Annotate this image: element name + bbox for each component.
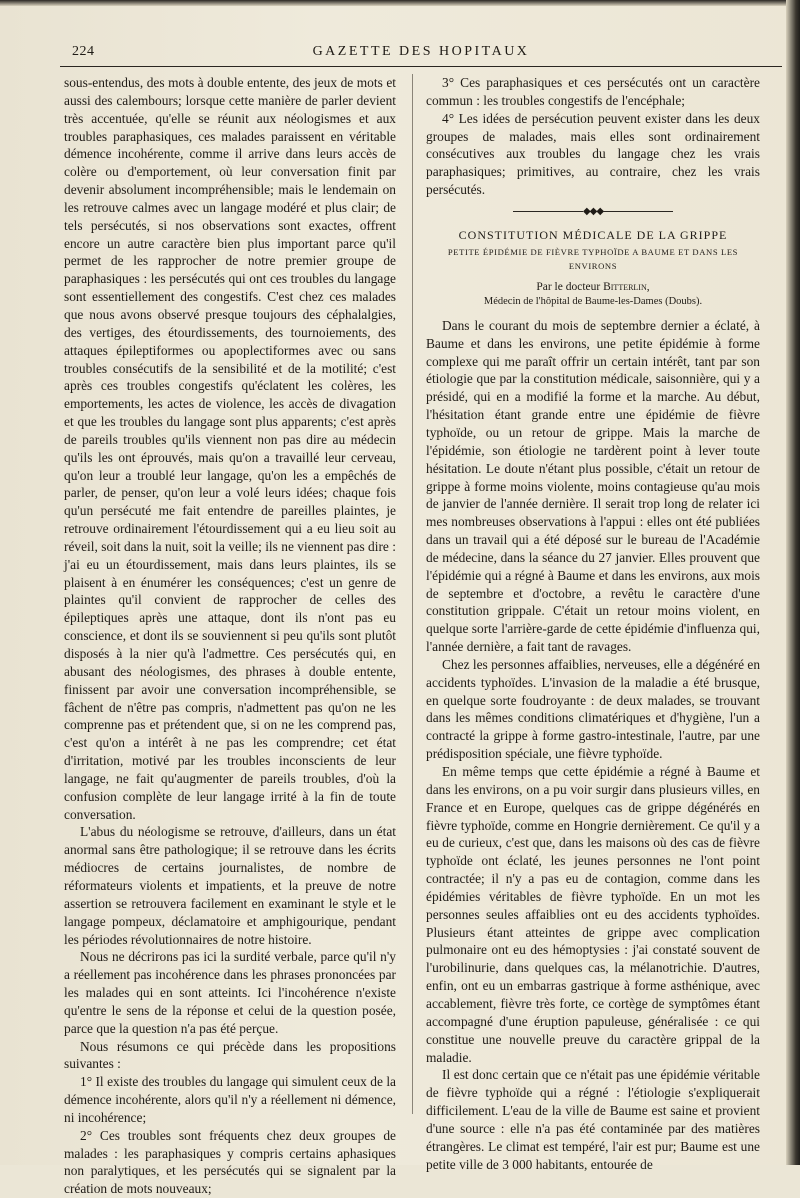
article-author: Bitterlin, [603,280,650,293]
header-rule [60,66,782,67]
byline-prefix: Par le docteur [536,280,604,293]
page-header [60,40,782,66]
article-paragraph-2: Chez les personnes affaiblies, nerveuses, elle a dégénéré en accidents typhoïdes. L'invasion de la maladie a été brusque, en quelque sorte foudroyante : de deux malades, se trouvant dans les mêmes conditions climatériques et d'hygiène, l'un a contracté la grippe à forme gastro-intestinale, l'autre, par une prédisposition spéciale, une fièvre typhoïde. [426,656,761,762]
article-paragraph-1: Dans le courant du mois de septembre dernier a éclaté, à Baume et dans les environs, une petite épidémie à forme complexe qui me paraît offrir un certain intérêt, tant par son étiologie que par la constitution médicale, saisonnière, qui y a présidé, qui en a modifié la forme et la marche. Au début, l'hésitation étant grande entre une épidémie de fièvre typhoïde, ou un retour de grippe. Mais la marche de l'épidémie, son étiologie ne tardèrent point à lever toute hésitation. Le doute n'étant plus possible, c'était un retour de grippe à forme moins violente, moins contagieuse qu'au mois de janvier de l'année dernière. Il serait trop long de relater ici mes nombreuses observations à l'appui : elles ont été publiées dans un travail qui a été déposé sur le bureau de l'Académie de médecine, dans la séance du 27 janvier. Elles prouvent que l'épidémie qui a régné à Baume et dans les environs, aux mois de septembre et d'octobre, a revêtu le caractère d'une constitution grippale. C'était un retour moins violent, en quelque sorte l'arrière-garde de cette épidémie d'influenza qui, l'année dernière, a fait tant de ravages. [426,317,760,655]
left-column [64,74,396,1198]
left-proposition-2: 2° Ces troubles sont fréquents chez deux groupes de malades : les paraphasiques y compris certains aphasiques non paralytiques, et les persécutés qui se signalent par la création de mots nouveaux; [64,1127,396,1197]
page-number: 224 [72,44,95,59]
right-column [426,74,760,1173]
left-paragraph-4: Nous résumons ce qui précède dans les propositions suivantes : [64,1038,396,1072]
article-byline [426,279,760,295]
journal-title: GAZETTE DES HOPITAUX [312,44,530,59]
page-binding-edge [786,0,800,1165]
left-paragraph-1: sous-entendus, des mots à double entente, des jeux de mots et aussi des calembours; lorsque cette manière de parler devient très accentuée, qu'elle se réunit aux néologismes et aux troubles paraphasiques, ces malades paraissent en véritable démence incohérente, comme il arrive dans leurs accès de colère ou d'emportement, où leur conversation finit par devenir absolument incompréhensible; mais le lendemain on les retrouve calmes avec un langage modéré et plus clair; de tels persécutés, si nos observations sont exactes, offrent encore un autre caractère bien plus important parce qu'il permet de les rapprocher de notre premier groupe de paraphasiques : les persécutés qui ont ces troubles du langage sont essentiellement des congestifs. C'est chez ces malades que nous avons observé presque toujours des céphalalgies, des vertiges, des étourdissements, des tournoiements, des attaques épileptiformes ou apoplectiformes avec ou sans troubles consécutifs de la sensibilité et de la motilité; c'est après ces troubles congestifs qu'éclatent les colères, les emportements, les actes de violence, les accès de divagation et que les troubles du langage sont plus apparents; c'est après de pareils troubles qu'ils viennent non pas dire au médecin qu'ils les ont éprouvés, mais qu'on a travaillé leur cerveau, qu'on leur a troublé leur langage, qu'on les a empêchés de parler, de penser, qu'on leur a volé leurs idées; chaque fois qu'un persécuté me fait entendre de pareilles plaintes, je retrouve ordinairement l'étourdissement qui a eu lieu soit au réveil, soit dans la nuit, soit la veille; ils ne viennent pas dire : j'ai eu un étourdissement, mais dans leurs plaintes, ils se plaisent à en énumérer les conséquences; c'est un genre de plaintes qu'il convient de rapprocher de celles des épileptiques après une attaque, dont ils n'ont pas eu conscience, et dont ils se souviennent si peu qu'ils sont plutôt disposés à la nier qu'à l'admettre. Ces persécutés qui, en abusant des néologismes, des phrases à double entente, finissent par avoir une conversation incompréhensible, se fâchent de n'être pas compris, n'admettent pas qu'on ne les comprenne pas et prétendent que, si on ne les comprend pas, c'est qu'on a intérêt à ne pas les comprendre; cet état d'irritation, motivé par les troubles inconscients de leur langage, ne fait qu'augmenter de pareils troubles, d'où la confusion complète de leur langage irrité à la fin de toute conversation. [64,75,396,822]
article-subtitle: PETITE ÉPIDÉMIE DE FIÈVRE TYPHOÏDE A BAUME ET DANS LES ENVIRONS [447,246,739,271]
left-proposition-1: 1° Il existe des troubles du langage qui simulent ceux de la démence incohérente, alors qu'il n'y a réellement ni démence, ni incohérence; [64,1074,396,1125]
article-paragraph-3: En même temps que cette épidémie a régné à Baume et dans les environs, on a pu voir surgir dans plusieurs villes, en France et en Europe, quelques cas de grippe dégénérés en fièvre typhoïde, comme en Hongrie dernièrement. Ce qu'il y a eu de curieux, c'est que, dans les maisons où des cas de fièvre typhoïde ont éclaté, les jeunes personnes ne l'ont point contractée; il n'y a pas eu de contagion, comme dans les épidémies véritables de fièvre typhoïde. En un mot les personnes seules affaiblies ont eu des accidents typhoïdes. Plusieurs étant atteintes de grippe avec complication pulmonaire ont eu des hémoptysies : j'ai constaté souvent de l'urobilinurie, dans quelques cas, la mélanotrichie. D'autres, enfin, ont eu un embarras gastrique à forme asthénique, avec accablement, fièvre très forte, ce cortège de symptômes étant accompagné d'une éruption papuleuse, généralisée : ce qui constitue une nouvelle preuve du caractère grippal de la maladie. [426,764,760,1065]
right-proposition-3: 3° Ces paraphasiques et ces persécutés ont un caractère commun : les troubles congestifs de l'encéphale; [426,75,760,108]
column-divider [412,74,413,1114]
article-paragraph-4: Il est donc certain que ce n'était pas une épidémie véritable de fièvre typhoïde qui a régné : l'étiologie s'expliquerait difficilement. L'eau de la ville de Baume est saine et provient d'une source : elle n'a pas été contaminée par des matières étrangères. Le climat est tempéré, l'air est pur; Baume est une petite ville de 3 000 habitants, entourée de [426,1067,760,1172]
left-paragraph-2: L'abus du néologisme se retrouve, d'ailleurs, dans un état anormal sans être pathologique; il se retrouve dans les écrits médiocres de certains journalistes, de nombre de réformateurs violents et impatients, et la preuve de notre assertion se retrouvera facilement en examinant le style et le langage pompeux, déclamatoire et amphigourique, pendant les périodes révolutionnaires de notre histoire. [64,824,396,947]
article-title: CONSTITUTION MÉDICALE DE LA GRIPPE [458,227,728,242]
author-affiliation: Médecin de l'hôpital de Baume-les-Dames (Doubs). [483,295,703,307]
section-separator-ornament: ◆◆◆ [426,207,760,217]
page-top-edge [0,0,800,6]
left-paragraph-3: Nous ne décrirons pas ici la surdité verbale, parce qu'il n'y a réellement pas incohérence dans les phrases prononcées par les malades qui en sont atteints. Ici l'incohérence n'existe qu'entre le sens de la réponse et celui de la question posée, parce que la question n'a pas été perçue. [64,949,396,1036]
right-proposition-4: 4° Les idées de persécution peuvent exister dans les deux groupes de malades, mais elles sont ordinairement consécutives aux troubles du langage chez les vrais paraphasiques; primitives, au contraire, chez les vrais persécutés. [426,110,760,198]
